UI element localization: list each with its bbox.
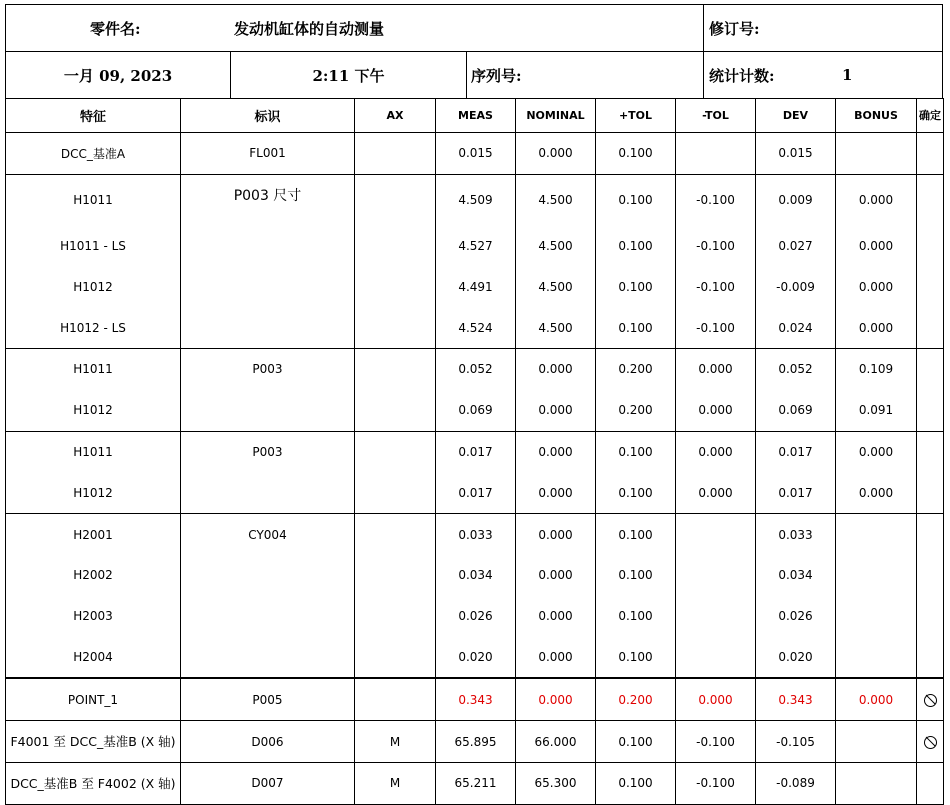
cell-minus-tol: -0.100 xyxy=(676,174,756,225)
cell-ax xyxy=(355,555,436,596)
cell-nominal: 66.000 xyxy=(516,721,596,763)
cell-meas: 0.017 xyxy=(436,431,516,472)
divider xyxy=(466,52,467,98)
cell-dev: 0.052 xyxy=(756,348,836,389)
cell-bonus xyxy=(836,721,917,763)
cell-bonus xyxy=(836,133,917,175)
cell-ok xyxy=(917,226,944,267)
cell-feature: H1011 xyxy=(6,431,181,472)
cell-ok xyxy=(917,307,944,348)
cell-minus-tol: -0.100 xyxy=(676,266,756,307)
cell-feature: DCC_基准A xyxy=(6,133,181,175)
cell-plus-tol: 0.100 xyxy=(596,472,676,513)
cell-minus-tol xyxy=(676,133,756,175)
cell-nominal: 4.500 xyxy=(516,266,596,307)
cell-minus-tol: 0.000 xyxy=(676,431,756,472)
stat-count-value: 1 xyxy=(842,66,853,84)
cell-minus-tol: 0.000 xyxy=(676,678,756,720)
cell-ax xyxy=(355,678,436,720)
cell-meas: 0.026 xyxy=(436,596,516,637)
cell-label: D006 xyxy=(181,721,355,763)
cell-ok xyxy=(917,174,944,225)
cell-ok xyxy=(917,390,944,431)
cell-plus-tol: 0.100 xyxy=(596,596,676,637)
cell-minus-tol: -0.100 xyxy=(676,762,756,804)
cell-ok xyxy=(917,133,944,175)
cell-ax xyxy=(355,133,436,175)
cell-ax: M xyxy=(355,721,436,763)
table-row xyxy=(6,133,944,175)
cell-ax xyxy=(355,637,436,679)
cell-dev: 0.017 xyxy=(756,472,836,513)
cell-bonus: 0.000 xyxy=(836,174,917,225)
cell-ax xyxy=(355,266,436,307)
cell-meas: 0.017 xyxy=(436,472,516,513)
cell-bonus: 0.000 xyxy=(836,678,917,720)
cell-plus-tol: 0.100 xyxy=(596,514,676,555)
cell-plus-tol: 0.100 xyxy=(596,721,676,763)
cell-meas: 4.491 xyxy=(436,266,516,307)
cell-meas: 0.343 xyxy=(436,678,516,720)
cell-meas: 65.895 xyxy=(436,721,516,763)
table-row xyxy=(6,678,944,720)
cell-dev: 0.069 xyxy=(756,390,836,431)
table-row xyxy=(6,514,944,555)
cell-nominal: 0.000 xyxy=(516,596,596,637)
cell-plus-tol: 0.200 xyxy=(596,678,676,720)
cell-ax xyxy=(355,307,436,348)
cell-dev: 0.017 xyxy=(756,431,836,472)
cell-feature: H1012 - LS xyxy=(6,307,181,348)
cell-ok xyxy=(917,472,944,513)
cell-nominal: 0.000 xyxy=(516,555,596,596)
cell-label: CY004 xyxy=(181,514,355,555)
col-label: 标识 xyxy=(181,99,355,133)
revision-label: 修订号: xyxy=(709,19,760,38)
cell-dev: 0.343 xyxy=(756,678,836,720)
cell-dev: -0.105 xyxy=(756,721,836,763)
cell-nominal: 0.000 xyxy=(516,472,596,513)
cell-plus-tol: 0.100 xyxy=(596,307,676,348)
cell-meas: 0.052 xyxy=(436,348,516,389)
cell-ok xyxy=(917,555,944,596)
serial-label: 序列号: xyxy=(471,66,522,85)
cell-nominal: 65.300 xyxy=(516,762,596,804)
table-row xyxy=(6,431,944,472)
cell-feature: F4001 至 DCC_基准B (X 轴) xyxy=(6,721,181,763)
cell-nominal: 0.000 xyxy=(516,678,596,720)
cell-label: FL001 xyxy=(181,133,355,175)
cell-label: P003 xyxy=(181,348,355,389)
cell-label xyxy=(181,307,355,348)
col-minus-tol: -TOL xyxy=(676,99,756,133)
cell-label xyxy=(181,390,355,431)
cell-ax xyxy=(355,174,436,225)
cell-bonus: 0.000 xyxy=(836,472,917,513)
col-bonus: BONUS xyxy=(836,99,917,133)
cell-label xyxy=(181,555,355,596)
cell-plus-tol: 0.100 xyxy=(596,637,676,679)
cell-dev: 0.034 xyxy=(756,555,836,596)
cell-nominal: 0.000 xyxy=(516,348,596,389)
report-date: 一月 09, 2023 xyxy=(63,66,173,85)
report-header-row-1 xyxy=(5,4,943,52)
cell-label: D007 xyxy=(181,762,355,804)
cell-dev: -0.089 xyxy=(756,762,836,804)
cell-bonus: 0.000 xyxy=(836,307,917,348)
table-row xyxy=(6,637,944,679)
cell-meas: 65.211 xyxy=(436,762,516,804)
cell-dev: 0.026 xyxy=(756,596,836,637)
cell-ok xyxy=(917,678,944,720)
cell-meas: 0.034 xyxy=(436,555,516,596)
cell-plus-tol: 0.100 xyxy=(596,226,676,267)
cell-minus-tol: 0.000 xyxy=(676,390,756,431)
cell-meas: 4.527 xyxy=(436,226,516,267)
cell-bonus xyxy=(836,555,917,596)
cell-nominal: 0.000 xyxy=(516,431,596,472)
cell-bonus: 0.000 xyxy=(836,266,917,307)
cell-feature: H2003 xyxy=(6,596,181,637)
cell-feature: H2004 xyxy=(6,637,181,679)
cell-minus-tol xyxy=(676,555,756,596)
cell-bonus xyxy=(836,637,917,679)
cell-minus-tol xyxy=(676,637,756,679)
cell-plus-tol: 0.100 xyxy=(596,133,676,175)
cell-dev: -0.009 xyxy=(756,266,836,307)
table-row xyxy=(6,596,944,637)
cell-label xyxy=(181,266,355,307)
cell-bonus: 0.000 xyxy=(836,226,917,267)
cell-plus-tol: 0.100 xyxy=(596,266,676,307)
table-row xyxy=(6,762,944,804)
cell-feature: H1012 xyxy=(6,390,181,431)
col-ax: AX xyxy=(355,99,436,133)
cell-feature: H1012 xyxy=(6,472,181,513)
cell-dev: 0.027 xyxy=(756,226,836,267)
cell-ok xyxy=(917,266,944,307)
cell-feature: H1011 - LS xyxy=(6,226,181,267)
divider xyxy=(703,52,704,98)
cell-meas: 0.020 xyxy=(436,637,516,679)
col-plus-tol: +TOL xyxy=(596,99,676,133)
cell-ok xyxy=(917,514,944,555)
cell-dev: 0.009 xyxy=(756,174,836,225)
cell-plus-tol: 0.100 xyxy=(596,555,676,596)
table-row xyxy=(6,307,944,348)
cell-nominal: 4.500 xyxy=(516,226,596,267)
cell-label: P003 尺寸 xyxy=(181,174,355,225)
cell-feature: POINT_1 xyxy=(6,678,181,720)
measurement-table xyxy=(5,98,944,805)
cell-ax xyxy=(355,226,436,267)
cell-label: P005 xyxy=(181,678,355,720)
table-row xyxy=(6,555,944,596)
cell-meas: 0.069 xyxy=(436,390,516,431)
cell-ax xyxy=(355,348,436,389)
cell-minus-tol: -0.100 xyxy=(676,721,756,763)
cell-ok xyxy=(917,596,944,637)
cell-plus-tol: 0.100 xyxy=(596,762,676,804)
no-entry-icon xyxy=(924,694,937,707)
cell-label xyxy=(181,472,355,513)
cell-plus-tol: 0.100 xyxy=(596,174,676,225)
col-meas: MEAS xyxy=(436,99,516,133)
cell-feature: DCC_基准B 至 F4002 (X 轴) xyxy=(6,762,181,804)
cell-ok xyxy=(917,348,944,389)
table-row xyxy=(6,174,944,225)
report-header-row-2 xyxy=(5,51,943,99)
cell-plus-tol: 0.200 xyxy=(596,390,676,431)
cell-label xyxy=(181,637,355,679)
cell-nominal: 4.500 xyxy=(516,174,596,225)
cell-meas: 4.524 xyxy=(436,307,516,348)
cell-label xyxy=(181,596,355,637)
cell-feature: H2002 xyxy=(6,555,181,596)
cell-ok xyxy=(917,637,944,679)
cell-minus-tol xyxy=(676,596,756,637)
col-feature: 特征 xyxy=(6,99,181,133)
cell-ax xyxy=(355,472,436,513)
cell-feature: H2001 xyxy=(6,514,181,555)
cell-label: P003 xyxy=(181,431,355,472)
col-ok: 确定 xyxy=(917,99,944,133)
cell-ok xyxy=(917,721,944,763)
cell-nominal: 0.000 xyxy=(516,637,596,679)
cell-bonus xyxy=(836,596,917,637)
cell-bonus xyxy=(836,762,917,804)
cell-feature: H1011 xyxy=(6,348,181,389)
table-row xyxy=(6,472,944,513)
divider xyxy=(703,5,704,51)
table-row xyxy=(6,721,944,763)
cell-label xyxy=(181,226,355,267)
cell-nominal: 0.000 xyxy=(516,514,596,555)
cell-ax xyxy=(355,390,436,431)
cell-nominal: 4.500 xyxy=(516,307,596,348)
cell-bonus: 0.109 xyxy=(836,348,917,389)
cell-minus-tol: -0.100 xyxy=(676,226,756,267)
part-name-label: 零件名: xyxy=(90,19,141,38)
cell-bonus xyxy=(836,514,917,555)
cell-ok xyxy=(917,762,944,804)
cell-dev: 0.024 xyxy=(756,307,836,348)
col-dev: DEV xyxy=(756,99,836,133)
cell-plus-tol: 0.100 xyxy=(596,431,676,472)
cell-minus-tol xyxy=(676,514,756,555)
no-entry-icon xyxy=(924,736,937,749)
stat-count-label: 统计计数: xyxy=(709,66,775,85)
cell-ax xyxy=(355,596,436,637)
table-row xyxy=(6,266,944,307)
cell-meas: 4.509 xyxy=(436,174,516,225)
cell-minus-tol: 0.000 xyxy=(676,348,756,389)
report-time: 2:11 下午 xyxy=(312,66,385,85)
cell-ax xyxy=(355,514,436,555)
cell-nominal: 0.000 xyxy=(516,133,596,175)
col-nominal: NOMINAL xyxy=(516,99,596,133)
cell-dev: 0.020 xyxy=(756,637,836,679)
cell-bonus: 0.000 xyxy=(836,431,917,472)
cell-dev: 0.015 xyxy=(756,133,836,175)
cell-meas: 0.033 xyxy=(436,514,516,555)
cell-feature: H1012 xyxy=(6,266,181,307)
cell-plus-tol: 0.200 xyxy=(596,348,676,389)
part-name-value: 发动机缸体的自动测量 xyxy=(234,19,385,38)
cell-minus-tol: -0.100 xyxy=(676,307,756,348)
table-header xyxy=(6,99,944,133)
cell-ok xyxy=(917,431,944,472)
table-row xyxy=(6,226,944,267)
cell-ax xyxy=(355,431,436,472)
table-row xyxy=(6,390,944,431)
cell-minus-tol: 0.000 xyxy=(676,472,756,513)
cell-nominal: 0.000 xyxy=(516,390,596,431)
cell-feature: H1011 xyxy=(6,174,181,225)
cell-meas: 0.015 xyxy=(436,133,516,175)
cell-dev: 0.033 xyxy=(756,514,836,555)
cell-ax: M xyxy=(355,762,436,804)
cell-bonus: 0.091 xyxy=(836,390,917,431)
table-row xyxy=(6,348,944,389)
